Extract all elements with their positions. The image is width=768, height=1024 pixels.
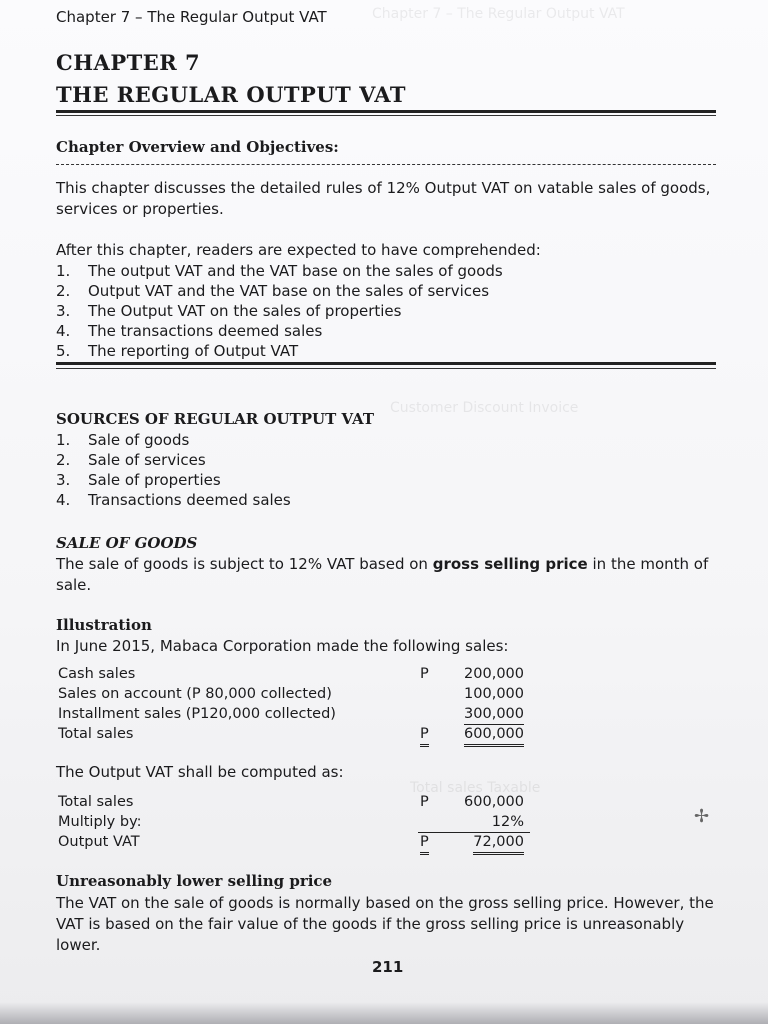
computation-row: Total sales P 600,000 (58, 794, 524, 810)
list-item: 5. The reporting of Output VAT (56, 342, 299, 360)
illustration-intro: In June 2015, Mabaca Corporation made the following sales: (56, 637, 509, 655)
list-item: 3. Sale of properties (56, 471, 221, 489)
overview-end-rule-thin (56, 368, 716, 369)
computation-row: Multiply by: 12% (58, 814, 524, 830)
computation-total-row: Output VAT P 72,000 (58, 832, 538, 852)
illustration-heading: Illustration (56, 616, 152, 634)
list-item: 2. Sale of services (56, 451, 206, 469)
sources-list (56, 430, 291, 510)
page-edge-shadow (0, 1002, 768, 1024)
unreasonable-text: The VAT on the sale of goods is normally based on the gross selling price. However, the VAT is based on the fair value of the goods if the gross selling price is unreasonably lower. (56, 894, 714, 954)
sale-of-goods-heading: SALE OF GOODS (56, 534, 198, 552)
list-item: 1. The output VAT and the VAT base on the sales of goods (56, 262, 503, 280)
chapter-title: THE REGULAR OUTPUT VAT (56, 82, 407, 107)
running-head: Chapter 7 – The Regular Output VAT (56, 8, 327, 26)
list-item: 3. The Output VAT on the sales of properties (56, 302, 402, 320)
show-through-text: Customer Discount Invoice (390, 400, 579, 416)
title-rule-thin (56, 115, 716, 116)
unreasonable-heading: Unreasonably lower selling price (56, 872, 333, 890)
list-item: 2. Output VAT and the VAT base on the sales of services (56, 282, 490, 300)
sale-of-goods-text: The sale of goods is subject to 12% VAT based on gross selling price in the month of sale. (56, 555, 709, 594)
overview-end-rule (56, 362, 716, 365)
list-item: 4. The transactions deemed sales (56, 322, 323, 340)
sales-row: Sales on account (P 80,000 collected) 100,000 (58, 686, 524, 702)
computation-intro: The Output VAT shall be computed as: (56, 763, 344, 781)
objectives-list (56, 261, 503, 361)
title-rule (56, 110, 716, 113)
handwritten-star-mark: ✢ (694, 806, 710, 827)
list-item: 1. Sale of goods (56, 431, 190, 449)
show-through-text: Chapter 7 – The Regular Output VAT (372, 6, 625, 22)
sales-total-row: Total sales P 600,000 (58, 724, 538, 744)
sales-row: Installment sales (P120,000 collected) 300,000 (58, 704, 538, 724)
overview-heading: Chapter Overview and Objectives: (56, 138, 339, 156)
objectives-lead: After this chapter, readers are expected to have comprehended: (56, 241, 541, 259)
sales-row: Cash sales P 200,000 (58, 666, 524, 682)
show-through-text: Total sales Taxable (410, 780, 541, 796)
overview-intro: This chapter discusses the detailed rules of 12% Output VAT on vatable sales of goods, services or properties. (56, 179, 711, 218)
chapter-number: CHAPTER 7 (56, 50, 201, 75)
dashed-divider (56, 164, 716, 165)
sources-heading: SOURCES OF REGULAR OUTPUT VAT (56, 410, 374, 428)
page-number: 211 (372, 958, 404, 976)
list-item: 4. Transactions deemed sales (56, 491, 291, 509)
